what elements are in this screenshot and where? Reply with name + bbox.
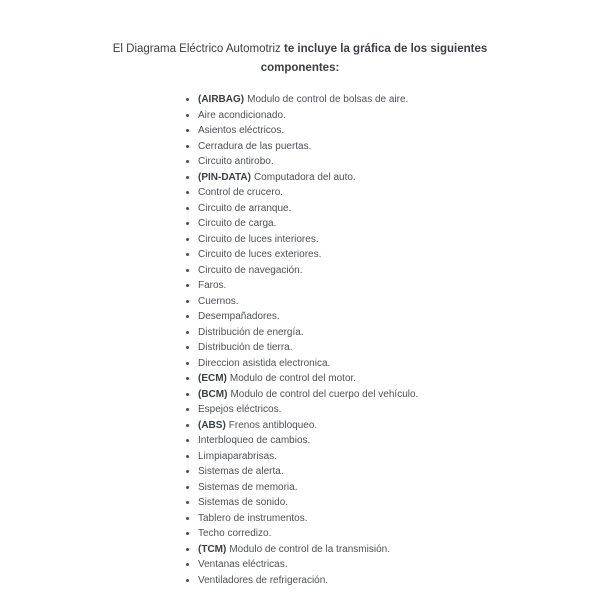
bullet-icon xyxy=(186,517,189,520)
bullet-icon xyxy=(186,269,189,272)
bullet-icon xyxy=(186,176,189,179)
list-item xyxy=(186,542,566,558)
bullet-icon xyxy=(186,501,189,504)
item-text: Circuito de luces interiores. xyxy=(198,233,319,245)
list-item xyxy=(186,232,566,248)
list-item xyxy=(186,278,566,294)
list-item xyxy=(186,418,566,434)
bullet-icon xyxy=(186,114,189,117)
item-keyword: (AIRBAG) xyxy=(198,94,245,105)
bullet-icon xyxy=(186,222,189,225)
item-text: Limpiaparabrisas. xyxy=(198,450,277,462)
item-text: Circuito de carga. xyxy=(198,218,277,229)
bullet-icon xyxy=(186,470,189,473)
page-title xyxy=(110,0,490,78)
item-text: Modulo de control de bolsas de aire. xyxy=(247,94,409,105)
item-text: Techo corredizo. xyxy=(198,528,272,539)
components-list xyxy=(186,92,566,588)
list-item xyxy=(186,294,566,310)
list-item xyxy=(186,92,566,108)
bullet-icon xyxy=(186,160,189,163)
item-text: Circuito de arranque. xyxy=(198,202,292,214)
list-item xyxy=(186,154,566,170)
title-bold-text: te incluye la gráfica de los siguientes componentes: xyxy=(260,43,488,74)
list-item xyxy=(186,108,566,124)
item-keyword: (ECM) xyxy=(198,373,227,384)
item-text: Circuito antirobo. xyxy=(198,156,274,167)
bullet-icon xyxy=(186,439,189,442)
item-text: Espejos eléctricos. xyxy=(198,404,282,415)
bullet-icon xyxy=(186,455,189,458)
bullet-icon xyxy=(186,331,189,334)
list-item xyxy=(186,325,566,341)
list-item xyxy=(186,449,566,465)
list-item xyxy=(186,247,566,263)
bullet-icon xyxy=(186,300,189,303)
list-item xyxy=(186,557,566,573)
bullet-icon xyxy=(186,145,189,148)
item-keyword: (ABS) xyxy=(198,419,226,431)
list-item xyxy=(186,526,566,542)
item-text: Direccion asistida electronica. xyxy=(198,357,331,369)
item-text: Distribución de tierra. xyxy=(198,342,293,353)
item-keyword: (TCM) xyxy=(198,543,227,555)
item-text: Circuito de navegación. xyxy=(198,264,303,276)
item-text: Modulo de control del cuerpo del vehículo. xyxy=(230,388,419,400)
bullet-icon xyxy=(186,315,189,318)
item-text: Sistemas de memoria. xyxy=(198,481,298,493)
bullet-icon xyxy=(186,129,189,132)
list-item xyxy=(186,495,566,511)
item-text: Interbloqueo de cambios. xyxy=(198,435,311,446)
bullet-icon xyxy=(186,408,189,411)
item-text: Modulo de control del motor. xyxy=(229,373,357,384)
list-item xyxy=(186,201,566,217)
item-text: Computadora del auto. xyxy=(253,171,356,183)
list-item xyxy=(186,216,566,232)
item-text: Asientos eléctricos. xyxy=(198,125,285,136)
bullet-icon xyxy=(186,393,189,396)
bullet-icon xyxy=(186,377,189,380)
item-text: Modulo de control de la transmisión. xyxy=(229,543,390,555)
list-item xyxy=(186,511,566,527)
list-item xyxy=(186,387,566,403)
list-item xyxy=(186,263,566,279)
bullet-icon xyxy=(186,284,189,287)
bullet-icon xyxy=(186,253,189,256)
list-item xyxy=(186,123,566,139)
bullet-icon xyxy=(186,424,189,427)
list-item xyxy=(186,185,566,201)
list-item xyxy=(186,340,566,356)
bullet-icon xyxy=(186,362,189,365)
bullet-icon xyxy=(186,532,189,535)
list-item xyxy=(186,139,566,155)
bullet-icon xyxy=(186,548,189,551)
list-item xyxy=(186,356,566,372)
bullet-icon xyxy=(186,346,189,349)
list-item xyxy=(186,402,566,418)
item-text: Tablero de instrumentos. xyxy=(198,512,308,524)
bullet-icon xyxy=(186,486,189,489)
list-item xyxy=(186,480,566,496)
list-item xyxy=(186,371,566,387)
bullet-icon xyxy=(186,579,189,582)
item-text: Ventiladores de refrigeración. xyxy=(198,574,329,586)
list-item xyxy=(186,170,566,186)
list-item xyxy=(186,464,566,480)
item-text: Cerradura de las puertas. xyxy=(198,140,312,152)
item-keyword: (PIN-DATA) xyxy=(198,171,251,183)
list-item xyxy=(186,309,566,325)
item-text: Frenos antibloqueo. xyxy=(228,419,318,431)
item-text: Cuernos. xyxy=(198,295,239,307)
item-text: Sistemas de alerta. xyxy=(198,466,284,477)
bullet-icon xyxy=(186,207,189,210)
item-text: Circuito de luces exteriores. xyxy=(198,249,322,260)
bullet-icon xyxy=(186,563,189,566)
item-text: Desempañadores. xyxy=(198,311,280,322)
item-text: Aire acondicionado. xyxy=(198,109,286,121)
item-text: Faros. xyxy=(198,280,227,291)
item-text: Control de crucero. xyxy=(198,187,284,198)
item-text: Distribución de energía. xyxy=(198,326,304,338)
list-item xyxy=(186,433,566,449)
list-item xyxy=(186,573,566,589)
item-text: Sistemas de sonido. xyxy=(198,497,289,508)
bullet-icon xyxy=(186,191,189,194)
title-regular-text: El Diagrama Eléctrico Automotriz xyxy=(112,43,285,55)
bullet-icon xyxy=(186,98,189,101)
bullet-icon xyxy=(186,238,189,241)
item-text: Ventanas eléctricas. xyxy=(198,559,288,570)
item-keyword: (BCM) xyxy=(198,388,228,400)
